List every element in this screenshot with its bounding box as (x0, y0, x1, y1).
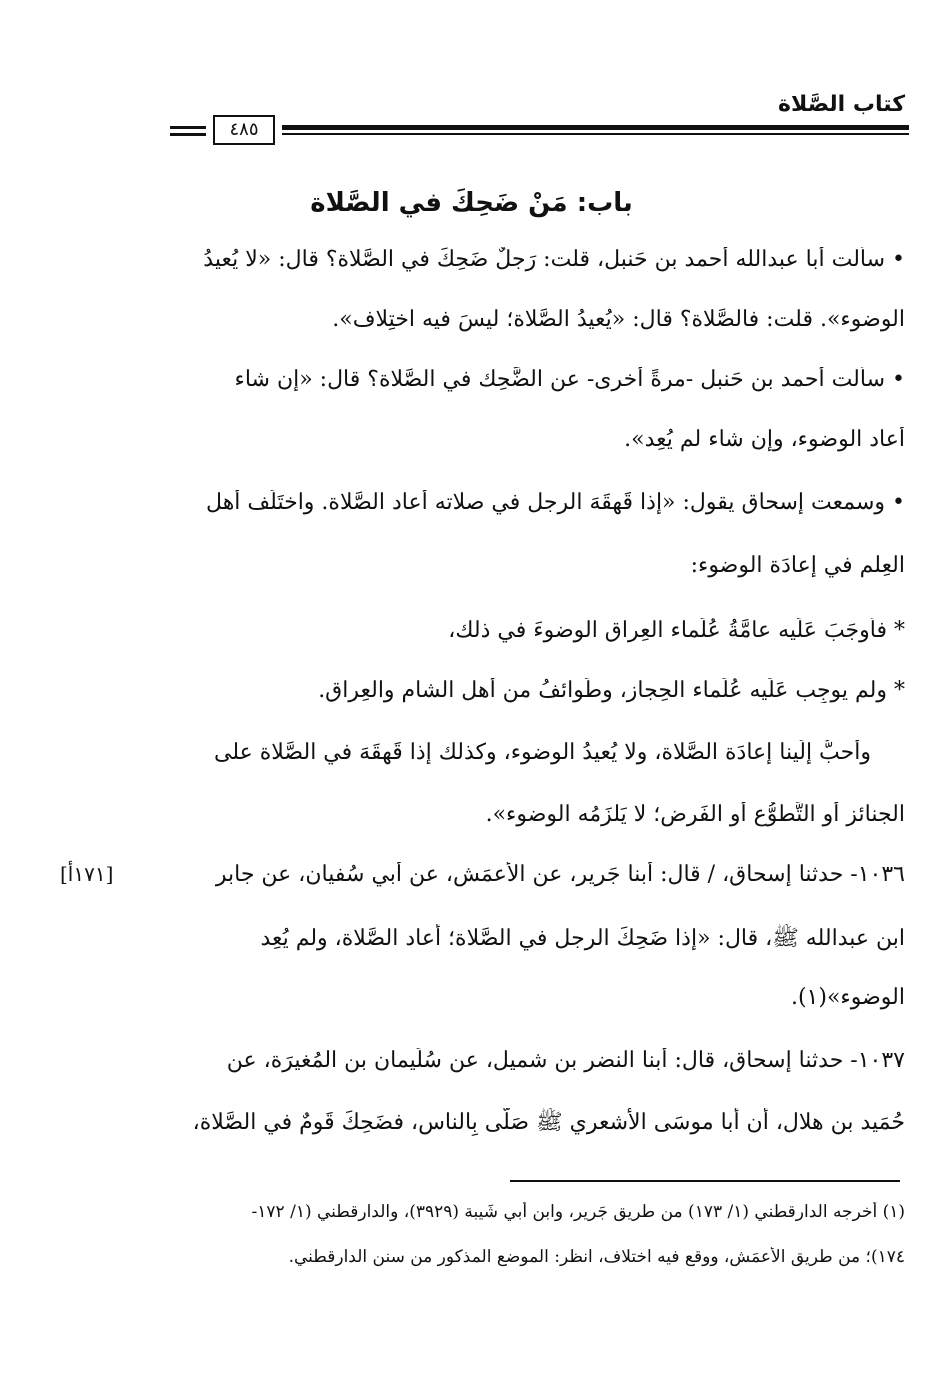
margin-folio-reference: [١٧١أ] (60, 862, 114, 886)
text-line: وأحبُّ إلَينا إعادَة الصَّلاة، ولا يُعيدُ الوضوء، وكذلك إذا قَهقَهَ في الصَّلاة على (214, 740, 871, 765)
text-line: * فأوجَبَ عَلَيه عامَّةُ عُلَماء العِراق الوضوءَ في ذلك، (448, 618, 905, 643)
header-mark-lower (170, 133, 206, 136)
header-rule-thick (282, 125, 909, 130)
chapter-title: باب: مَنْ ضَحِكَ في الصَّلاة (310, 188, 633, 218)
text-line: العِلم في إعادَة الوضوء: (690, 553, 905, 578)
footnote-line: ١٧٤)؛ من طريق الأعمَش، ووقع فيه اختلاف، انظر: الموضع المذكور من سنن الدارقطني. (288, 1247, 905, 1267)
footnote-separator (510, 1180, 900, 1182)
header-mark-upper (170, 126, 206, 129)
text-line: • وسمعت إسحاق يقول: «إذا قَهقَهَ الرجل في صلاته أعاد الصَّلاة. واختَلَف أهل (206, 490, 905, 515)
text-line: الوضوء»(١). (790, 985, 905, 1010)
footnote-line: (١) أخرجه الدارقطني (١/ ١٧٣) من طريق جَرير، وابن أبي شَيبة (٣٩٢٩)، والدارقطني (١/ ١٧٢- (251, 1202, 905, 1222)
running-header-title: كتاب الصَّلاة (778, 92, 905, 117)
header-rule-thin (282, 133, 909, 135)
text-line: حُمَيد بن هلال، أن أبا موسَى الأشعري ﷺ صَلَّى بِالناس، فضَحِكَ قَومٌ في الصَّلاة، (192, 1110, 905, 1135)
text-line: ١٠٣٦- حدثنا إسحاق، / قال: أبنا جَرير، عن الأعمَش، عن أبي سُفيان، عن جابر (215, 862, 905, 887)
text-line: الوضوء». قلت: فالصَّلاة؟ قال: «يُعيدُ الصَّلاة؛ ليسَ فيه اختِلاف». (332, 307, 905, 332)
text-line: أعاد الوضوء، وإن شاء لم يُعِد». (624, 427, 905, 452)
text-line: ١٠٣٧- حدثنا إسحاق، قال: أبنا النضر بن شميل، عن سُلَيمان بن المُغيرَة، عن (226, 1048, 905, 1073)
text-line: • سألت أحمد بن حَنبل -مرةً أخرى- عن الضَّحِك في الصَّلاة؟ قال: «إن شاء (234, 367, 905, 392)
page-number: ٤٨٥ (213, 115, 275, 145)
text-line: الجنائز أو التَّطوُّع أو الفَرض؛ لا يَلزَمُه الوضوء». (485, 802, 905, 827)
text-line: * ولم يوجِب عَلَيه عُلَماء الحِجاز، وطَوائفُ من أهل الشام والعِراق. (318, 678, 905, 703)
text-line: ابن عبدالله ﷺ، قال: «إذا ضَحِكَ الرجل في الصَّلاة؛ أعاد الصَّلاة، ولم يُعِد (260, 926, 905, 951)
text-line: • سألت أبا عبدالله أحمد بن حَنبل، قلت: رَجلٌ ضَحِكَ في الصَّلاة؟ قال: «لا يُعيدُ (203, 247, 905, 272)
